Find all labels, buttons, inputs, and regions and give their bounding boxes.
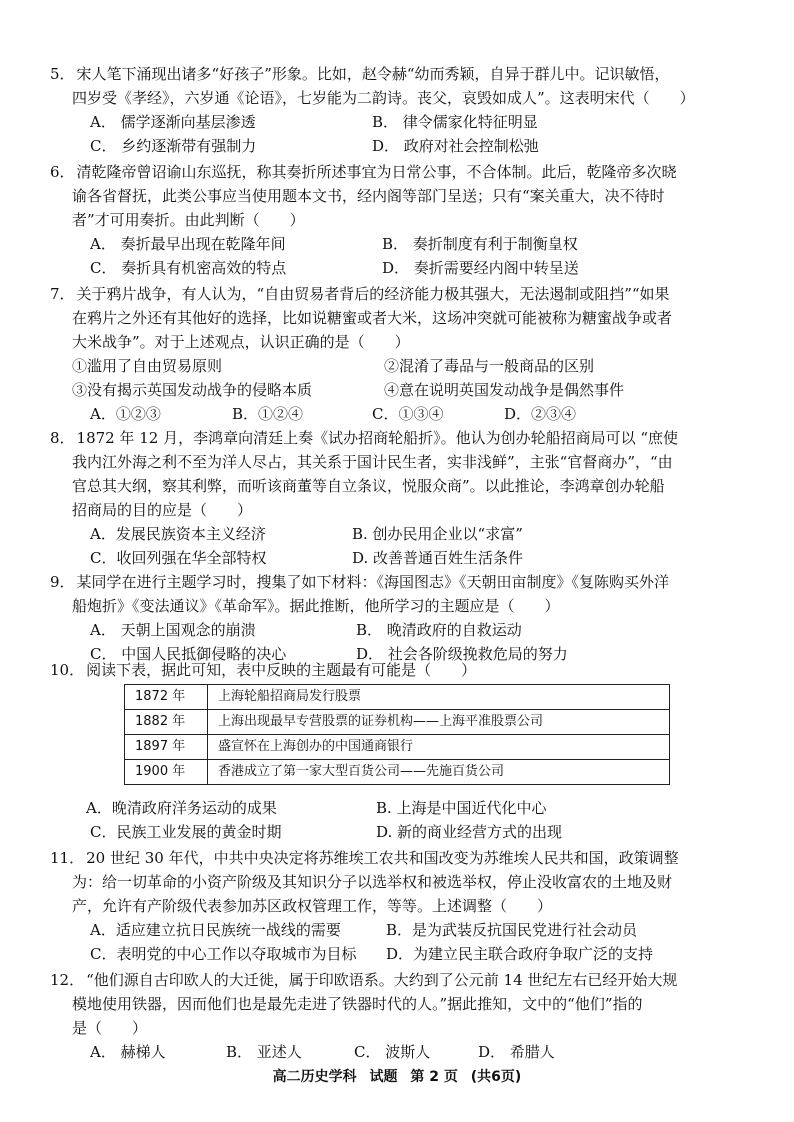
table-row — [125, 760, 670, 785]
question-text: 船炮折》《变法通议》《革命军》。据此推断，他所学习的主题应是（ ） — [72, 597, 560, 615]
option-b[interactable]: B．是为武装反抗国民党进行社会动员 — [386, 921, 638, 939]
table-row — [125, 685, 670, 710]
option-b[interactable]: B. 创办民用企业以“求富” — [352, 525, 523, 543]
footer-page-number: 第 2 页 — [410, 1069, 458, 1085]
question-text: 招商局的目的应是（ ） — [72, 501, 253, 519]
question-text: 大米战争”。对于上述观点，认识正确的是（ ） — [72, 333, 410, 351]
option-a[interactable]: A．①②③ — [90, 405, 161, 423]
question-9 — [50, 570, 750, 666]
option-d[interactable]: D． 社会各阶级挽救危局的努力 — [356, 645, 568, 663]
question-11 — [50, 846, 750, 966]
question-number: 11． — [50, 849, 85, 867]
option-a[interactable]: A．发展民族资本主义经济 — [90, 525, 266, 543]
items-row — [50, 354, 750, 378]
question-10 — [50, 658, 750, 682]
options-row — [50, 942, 750, 966]
table-cell-year: 1897 年 — [125, 735, 208, 760]
question-number: 8． — [50, 429, 75, 447]
table-cell-event: 盛宣怀在上海创办的中国通商银行 — [208, 735, 670, 760]
option-c[interactable]: C． 波斯人 — [354, 1043, 431, 1061]
question-number: 6． — [50, 163, 75, 181]
history-table — [124, 684, 670, 785]
question-8 — [50, 426, 750, 570]
table-cell-event: 上海轮船招商局发行股票 — [208, 685, 670, 710]
option-c[interactable]: C．收回列强在华全部特权 — [90, 549, 267, 567]
option-d[interactable]: D． 政府对社会控制松弛 — [372, 137, 539, 155]
options-row — [50, 110, 750, 134]
option-a[interactable]: A． 天朝上国观念的崩溃 — [90, 621, 256, 639]
statement-3: ③没有揭示英国发动战争的侵略本质 — [72, 381, 313, 399]
option-d[interactable]: D．②③④ — [504, 405, 577, 423]
question-text: 在鸦片之外还有其他好的选择，比如说糖蜜或者大米，这场冲突就可能被称为糖蜜战争或者 — [72, 309, 673, 327]
option-d[interactable]: D. 新的商业经营方式的出现 — [376, 823, 563, 841]
option-a[interactable]: A．晚清政府洋务运动的成果 — [86, 799, 277, 817]
options-row — [50, 402, 750, 426]
options-row — [50, 820, 750, 844]
question-number: 12． — [50, 971, 85, 989]
question-text: 宋人笔下涌现出诸多“好孩子”形象。比如，赵令赫“幼而秀颖，自异于群儿中。记识敏悟， — [76, 65, 670, 83]
question-12 — [50, 968, 750, 1064]
statement-1: ①滥用了自由贸易原则 — [72, 357, 223, 375]
question-6 — [50, 160, 750, 280]
question-number: 5． — [50, 65, 75, 83]
statement-2: ②混淆了毒品与一般商品的区别 — [384, 357, 595, 375]
option-b[interactable]: B． 晚清政府的自救运动 — [356, 621, 522, 639]
question-text: 清乾隆帝曾诏谕山东巡抚，称其奏折所述事宜为日常公事，不合体制。此后，乾隆帝多次晓 — [76, 163, 677, 181]
options-row — [50, 546, 750, 570]
question-number: 9． — [50, 573, 75, 591]
question-text: 关于鸦片战争，有人认为，“自由贸易者背后的经济能力极其强大，无法遏制或阻挡”“如果 — [76, 285, 670, 303]
question-text: 是（ ） — [72, 1019, 148, 1037]
question-text: 官总其大纲，察其利弊，而听该商董等自立条议，悦服众商”。以此推论，李鸿章创办轮船 — [72, 477, 665, 495]
question-text: 谕各省督抚，此类公事应当使用题本文书，经内阁等部门呈送；只有“案关重大，决不待时 — [72, 187, 665, 205]
options-row — [50, 522, 750, 546]
option-a[interactable]: A． 赫梯人 — [90, 1043, 166, 1061]
question-text: 者”才可用奏折。由此判断（ ） — [72, 211, 305, 229]
option-b[interactable]: B. 上海是中国近代化中心 — [376, 799, 547, 817]
table-cell-year: 1900 年 — [125, 760, 208, 785]
option-d[interactable]: D． 奏折需要经内阁中转呈送 — [382, 259, 579, 277]
question-text: 20 世纪 30 年代，中共中央决定将苏维埃工农共和国改变为苏维埃人民共和国，政策调整 — [86, 849, 679, 867]
footer-label: 试题 — [369, 1069, 398, 1085]
question-number: 10． — [50, 661, 85, 679]
table-cell-year: 1872 年 — [125, 685, 208, 710]
option-d[interactable]: D. 改善普通百姓生活条件 — [352, 549, 524, 567]
option-b[interactable]: B．①②④ — [232, 405, 304, 423]
question-text: 模地使用铁器，因而他们也是最先走进了铁器时代的人。”据此推知，文中的“他们”指的 — [72, 995, 643, 1013]
option-c[interactable]: C．①③④ — [372, 405, 444, 423]
option-a[interactable]: A．适应建立抗日民族统一战线的需要 — [90, 921, 341, 939]
options-row — [50, 232, 750, 256]
table-cell-event: 上海出现最早专营股票的证券机构——上海平准股票公司 — [208, 710, 670, 735]
options-row — [50, 618, 750, 642]
option-a[interactable]: A． 奏折最早出现在乾隆年间 — [90, 235, 286, 253]
options-row — [50, 918, 750, 942]
option-c[interactable]: C． 乡约逐渐带有强制力 — [90, 137, 257, 155]
page-footer — [0, 1066, 794, 1086]
question-10-options — [50, 796, 750, 844]
options-row — [50, 134, 750, 158]
table-cell-event: 香港成立了第一家大型百货公司——先施百货公司 — [208, 760, 670, 785]
options-row — [50, 256, 750, 280]
option-c[interactable]: C． 奏折具有机密高效的特点 — [90, 259, 287, 277]
question-text: 我内江外海之利不至为洋人尽占，其关系于国计民生者，实非浅鲜”，主张“官督商办”，“由 — [72, 453, 673, 471]
option-c[interactable]: C．民族工业发展的黄金时期 — [90, 823, 282, 841]
option-d[interactable]: D．为建立民主联合政府争取广泛的支持 — [386, 945, 654, 963]
option-b[interactable]: B． 律令儒家化特征明显 — [372, 113, 538, 131]
option-c[interactable]: C．表明党的中心工作以夺取城市为目标 — [90, 945, 357, 963]
table-row — [125, 710, 670, 735]
options-row — [50, 1040, 750, 1064]
question-text: 产，允许有产阶级代表参加苏区政权管理工作，等等。上述调整（ ） — [72, 897, 553, 915]
footer-subject: 高二历史学科 — [272, 1069, 357, 1085]
table-row — [125, 735, 670, 760]
question-text: 阅读下表，据此可知，表中反映的主题最有可能是（ ） — [86, 661, 477, 679]
option-d[interactable]: D． 希腊人 — [478, 1043, 555, 1061]
question-text: 四岁受《孝经》，六岁通《论语》，七岁能为二韵诗。丧父，哀毁如成人”。这表明宋代（ ） — [72, 89, 695, 107]
question-text: 1872 年 12 月，李鸿章向清廷上奏《试办招商轮船折》。他认为创办轮船招商局可以 “庶使 — [76, 429, 679, 447]
statement-4: ④意在说明英国发动战争是偶然事件 — [384, 381, 625, 399]
items-row — [50, 378, 750, 402]
question-number: 7． — [50, 285, 75, 303]
question-7 — [50, 282, 750, 426]
option-b[interactable]: B． 奏折制度有利于制衡皇权 — [382, 235, 578, 253]
question-text: “他们源自古印欧人的大迁徙，属于印欧语系。大约到了公元前 14 世纪左右已经开始大规 — [86, 971, 678, 989]
footer-total-pages: (共6页) — [470, 1069, 522, 1085]
question-text: 为：给一切革命的小资产阶级及其知识分子以选举权和被选举权，停止没收富农的土地及财 — [72, 873, 673, 891]
options-row — [50, 796, 750, 820]
question-5 — [50, 62, 750, 158]
question-text: 某同学在进行主题学习时，搜集了如下材料：《海国图志》《天朝田亩制度》《复陈购买外洋 — [76, 573, 670, 591]
option-c[interactable]: C． 中国人民抵御侵略的决心 — [90, 645, 287, 663]
option-a[interactable]: A． 儒学逐渐向基层渗透 — [90, 113, 256, 131]
table-cell-year: 1882 年 — [125, 710, 208, 735]
option-b[interactable]: B． 亚述人 — [226, 1043, 302, 1061]
